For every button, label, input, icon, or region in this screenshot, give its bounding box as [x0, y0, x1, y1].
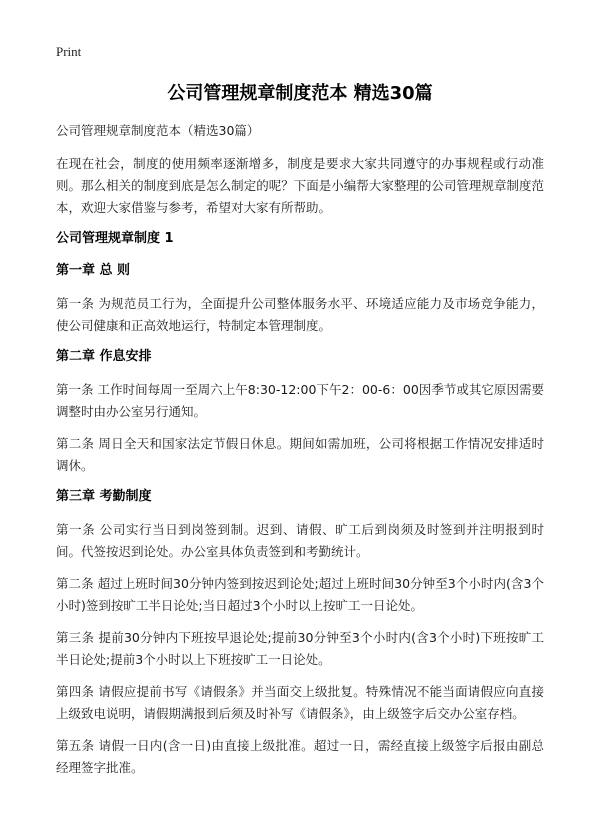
chapter-1-heading: 第一章 总 则 — [56, 263, 131, 278]
intro-paragraph: 在现在社会，制度的使用频率逐渐增多，制度是要求大家共同遵守的办事规程或行动准则。那么相关的制度到底是怎么制定的呢？下面是小编帮大家整理的公司管理规章制度范本，欢迎大家借鉴与参考，希望对大家有所帮助。 — [56, 156, 544, 215]
chapter-3-article-3: 第三条 提前30分钟内下班按早退论处;提前30分钟至3个小时内(含3个小时)下班按旷工半日论处;提前3个小时以上下班按旷工一日论处。 — [56, 630, 544, 667]
chapter-2-heading: 第二章 作息安排 — [56, 349, 152, 364]
chapter-1-article-1: 第一条 为规范员工行为，全面提升公司整体服务水平、环境适应能力及市场竞争能力，使公司健康和正高效地运行，特制定本管理制度。 — [56, 296, 544, 333]
chapter-3-heading: 第三章 考勤制度 — [56, 489, 152, 504]
chapter-2-article-1: 第一条 工作时间每周一至周六上午8:30-12:00下午2：00-6：00因季节或其它原因需要调整时由办公室另行通知。 — [56, 382, 544, 419]
document-subtitle: 公司管理规章制度范本（精选30篇） — [56, 123, 260, 138]
document-title: 公司管理规章制度范本 精选30篇 — [167, 83, 433, 104]
chapter-3-article-1: 第一条 公司实行当日到岗签到制。迟到、请假、旷工后到岗须及时签到并注明报到时间。代签按迟到论处。办公室具体负责签到和考勤统计。 — [56, 522, 544, 559]
section-heading: 公司管理规章制度 1 — [56, 231, 174, 246]
chapter-2-article-2: 第二条 周日全天和国家法定节假日休息。期间如需加班，公司将根据工作情况安排适时调休。 — [56, 436, 544, 473]
chapter-3-article-2: 第二条 超过上班时间30分钟内签到按迟到论处;超过上班时间30分钟至3个小时内(含3个小时)签到按旷工半日论处;当日超过3个小时以上按旷工一日论处。 — [56, 576, 544, 613]
chapter-3-article-4: 第四条 请假应提前书写《请假条》并当面交上级批复。特殊情况不能当面请假应向直接上级致电说明，请假期满报到后须及时补写《请假条》，由上级签字后交办公室存档。 — [56, 684, 544, 721]
chapter-3-article-5: 第五条 请假一日内(含一日)由直接上级批准。超过一日，需经直接上级签字后报由副总经理签字批准。 — [56, 738, 544, 775]
print-label: Print — [56, 44, 82, 59]
